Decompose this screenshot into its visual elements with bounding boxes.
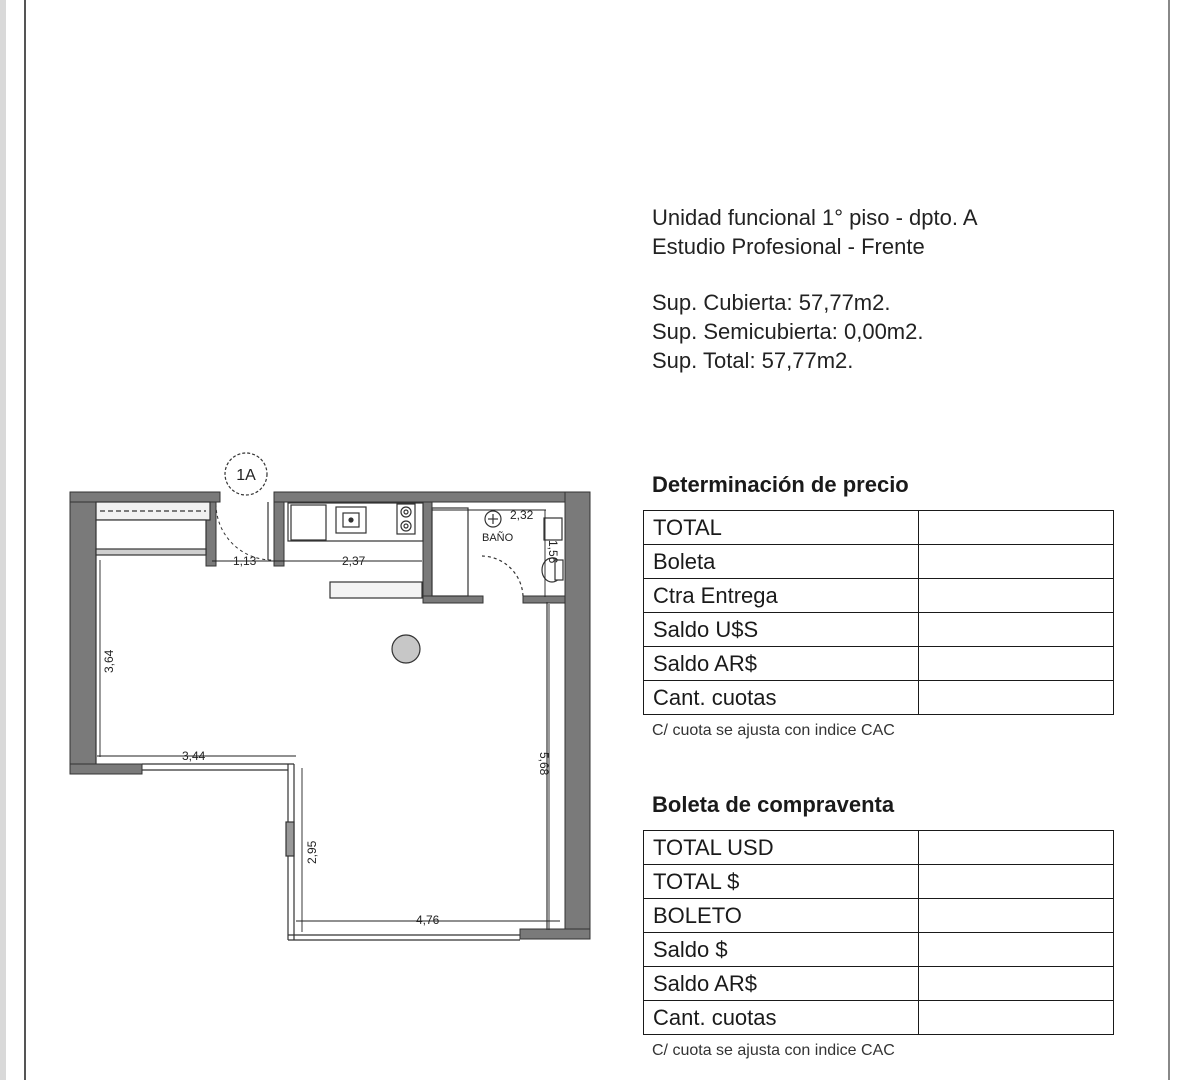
bathroom (432, 508, 563, 596)
page-margin-line-left (24, 0, 26, 1080)
pricing-label: Cant. cuotas (644, 681, 919, 715)
pricing-value (918, 613, 1113, 647)
table-row (644, 967, 1114, 1001)
sup-semicubierta: Sup. Semicubierta: 0,00m2. (652, 319, 924, 344)
dim-label: 4,76 (416, 913, 440, 927)
pricing-label: Saldo AR$ (644, 647, 919, 681)
dim-label: 2,95 (305, 840, 319, 864)
sale-label: BOLETO (644, 899, 919, 933)
dim-label: 1,13 (233, 554, 257, 568)
sale-note: C/ cuota se ajusta con indice CAC (652, 1042, 895, 1059)
pricing-label: Boleta (644, 545, 919, 579)
bath-label: BAÑO (482, 532, 514, 544)
table-row (644, 933, 1114, 967)
entry-door-swing (216, 504, 272, 560)
upper-left-cabinet (96, 502, 210, 555)
plan-walls (70, 492, 590, 939)
pricing-value (918, 647, 1113, 681)
sale-value (918, 967, 1113, 1001)
pricing-title: Determinación de precio (652, 472, 909, 497)
sup-total: Sup. Total: 57,77m2. (652, 348, 854, 373)
pricing-note: C/ cuota se ajusta con indice CAC (652, 722, 895, 739)
table-row (644, 831, 1114, 865)
dim-label: 5,68 (537, 752, 551, 776)
sale-table (643, 830, 1114, 1035)
dim-label: 3,44 (182, 749, 206, 763)
dim-label: 2,32 (510, 508, 534, 522)
table-row (644, 899, 1114, 933)
sale-label: Cant. cuotas (644, 1001, 919, 1035)
table-row (644, 1001, 1114, 1035)
dim-label: 1,56 (546, 540, 560, 564)
dim-label: 2,37 (342, 554, 366, 568)
dimension-lines (97, 510, 560, 932)
pricing-value (918, 579, 1113, 613)
sup-cubierta: Sup. Cubierta: 57,77m2. (652, 290, 891, 315)
pricing-label: Saldo U$S (644, 613, 919, 647)
sale-value (918, 831, 1113, 865)
sale-value (918, 899, 1113, 933)
sale-label: Saldo AR$ (644, 967, 919, 1001)
table-row (644, 545, 1114, 579)
table-row (644, 681, 1114, 715)
table-row (644, 579, 1114, 613)
table-row (644, 613, 1114, 647)
kitchen (288, 503, 423, 598)
unit-info (652, 203, 978, 375)
floor-plan (60, 445, 600, 945)
page-edge (0, 0, 6, 1080)
pricing-label: TOTAL (644, 511, 919, 545)
pricing-label: Ctra Entrega (644, 579, 919, 613)
sale-value (918, 1001, 1113, 1035)
table-row (644, 511, 1114, 545)
pricing-table (643, 510, 1114, 715)
unit-subtitle: Estudio Profesional - Frente (652, 234, 925, 259)
table-row (644, 865, 1114, 899)
unit-title: Unidad funcional 1° piso - dpto. A (652, 205, 978, 230)
pricing-value (918, 511, 1113, 545)
sale-label: Saldo $ (644, 933, 919, 967)
column-icon (392, 635, 420, 663)
sale-label: TOTAL USD (644, 831, 919, 865)
plan-inner-lines (96, 555, 547, 940)
table-row (644, 647, 1114, 681)
unit-tag: 1A (236, 467, 256, 484)
sale-value (918, 865, 1113, 899)
page-margin-line-right (1168, 0, 1170, 1080)
dim-label: 3,64 (102, 649, 116, 673)
pricing-value (918, 681, 1113, 715)
sale-title: Boleta de compraventa (652, 792, 895, 817)
sale-value (918, 933, 1113, 967)
pricing-value (918, 545, 1113, 579)
sale-label: TOTAL $ (644, 865, 919, 899)
